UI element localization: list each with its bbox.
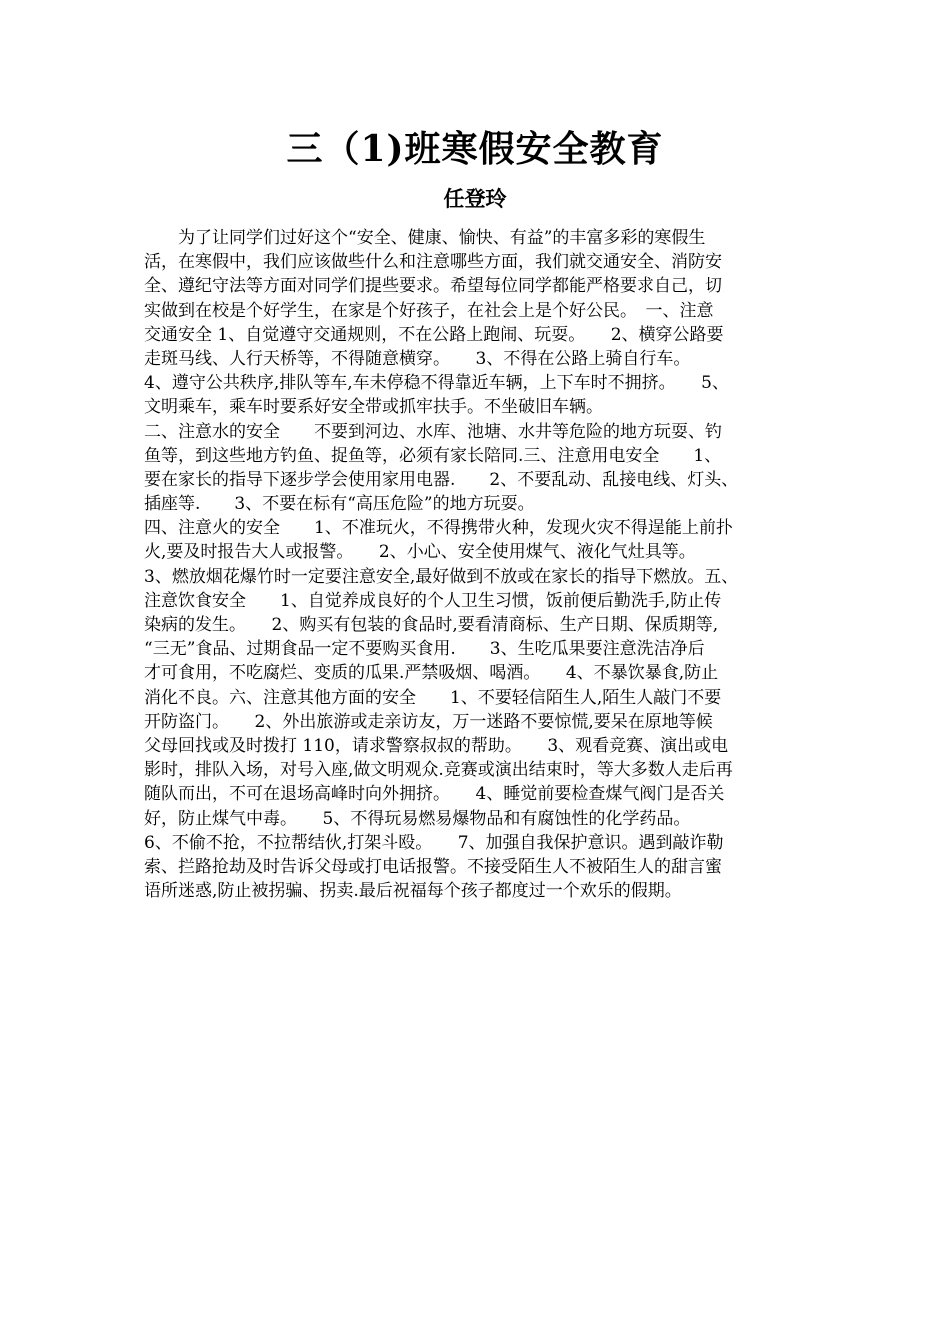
- body-text-line: 才可食用，不吃腐烂、变质的瓜果.严禁吸烟、喝酒。 4、不暴饮暴食,防止: [144, 663, 719, 684]
- body-text-line: 插座等. 3、不要在标有“高压危险”的地方玩耍。: [144, 494, 535, 515]
- body-text-line: 实做到在校是个好学生，在家是个好孩子，在社会上是个好公民。 一、注意: [144, 300, 714, 321]
- body-text-line: 6、不偷不抢，不拉帮结伙,打架斗殴。 7、加强自我保护意识。遇到敲诈勒: [144, 832, 724, 853]
- body-text-line: 火,要及时报告大人或报警。 2、小心、安全使用煤气、液化气灶具等。: [144, 542, 696, 563]
- body-text-line: 3、燃放烟花爆竹时一定要注意安全,最好做到不放或在家长的指导下燃放。五、: [144, 566, 739, 587]
- body-text-line: 交通安全 1、自觉遵守交通规则，不在公路上跑闹、玩耍。 2、横穿公路要: [144, 324, 724, 345]
- body-text-line: 注意饮食安全 1、自觉养成良好的个人卫生习惯，饭前便后勤洗手,防止传: [144, 590, 722, 611]
- body-text-line: 染病的发生。 2、购买有包装的食品时,要看清商标、生产日期、保质期等,: [144, 615, 719, 635]
- body-text-line: 消化不良。六、注意其他方面的安全 1、不要轻信陌生人,陌生人敲门不要: [144, 687, 722, 708]
- body-text-line: 二、注意水的安全 不要到河边、水库、池塘、水井等危险的地方玩耍、钓: [144, 421, 722, 442]
- body-text-line: 开防盗门。 2、外出旅游或走亲访友，万一迷路不要惊慌,要呆在原地等候: [144, 711, 713, 732]
- body-text-line: 鱼等，到这些地方钓鱼、捉鱼等，必须有家长陪同.三、注意用电安全 1、: [144, 445, 722, 466]
- body-text-line: 4、遵守公共秩序,排队等车,车未停稳不得靠近车辆，上下车时不拥挤。 5、: [144, 373, 729, 394]
- document-title: 三（1)班寒假安全教育: [286, 128, 664, 170]
- body-text-line: 要在家长的指导下逐步学会使用家用电器. 2、不要乱动、乱接电线、灯头、: [144, 469, 739, 490]
- body-text-line: 为了让同学们过好这个“安全、健康、愉快、有益”的丰富多彩的寒假生: [144, 228, 706, 248]
- document-body: [144, 226, 820, 903]
- body-text-line: “三无”食品、过期食品一定不要购买食用. 3、生吃瓜果要注意洗洁净后: [144, 639, 705, 660]
- body-text-line: 影时，排队入场，对号入座,做文明观众.竞赛或演出结束时，等大多数人走后再: [144, 760, 733, 781]
- document-author: 任登玲: [443, 187, 507, 211]
- body-text-line: 随队而出，不可在退场高峰时向外拥挤。 4、睡觉前要检查煤气阀门是否关: [144, 784, 725, 805]
- body-text-line: 父母回找或及时拨打 110，请求警察叔叔的帮助。 3、观看竞赛、演出或电: [144, 735, 729, 756]
- body-text-line: 索、拦路抢劫及时告诉父母或打电话报警。不接受陌生人不被陌生人的甜言蜜: [144, 856, 722, 877]
- body-text-line: 走斑马线、人行天桥等，不得随意横穿。 3、不得在公路上骑自行车。: [144, 348, 691, 369]
- body-text-line: 全、遵纪守法等方面对同学们提些要求。希望每位同学都能严格要求自己，切: [144, 276, 722, 297]
- body-text-line: 好，防止煤气中毒。 5、不得玩易燃易爆物品和有腐蚀性的化学药品。: [144, 808, 691, 829]
- body-text-line: 活，在寒假中，我们应该做些什么和注意哪些方面，我们就交通安全、消防安: [144, 252, 722, 273]
- body-text-line: 四、注意火的安全 1、不准玩火，不得携带火种，发现火灾不得逞能上前扑: [144, 518, 733, 539]
- body-text-line: 文明乘车，乘车时要系好安全带或抓牢扶手。不坐破旧车辆。: [144, 397, 603, 418]
- body-text-line: 语所迷惑,防止被拐骗、拐卖.最后祝福每个孩子都度过一个欢乐的假期。: [144, 881, 682, 902]
